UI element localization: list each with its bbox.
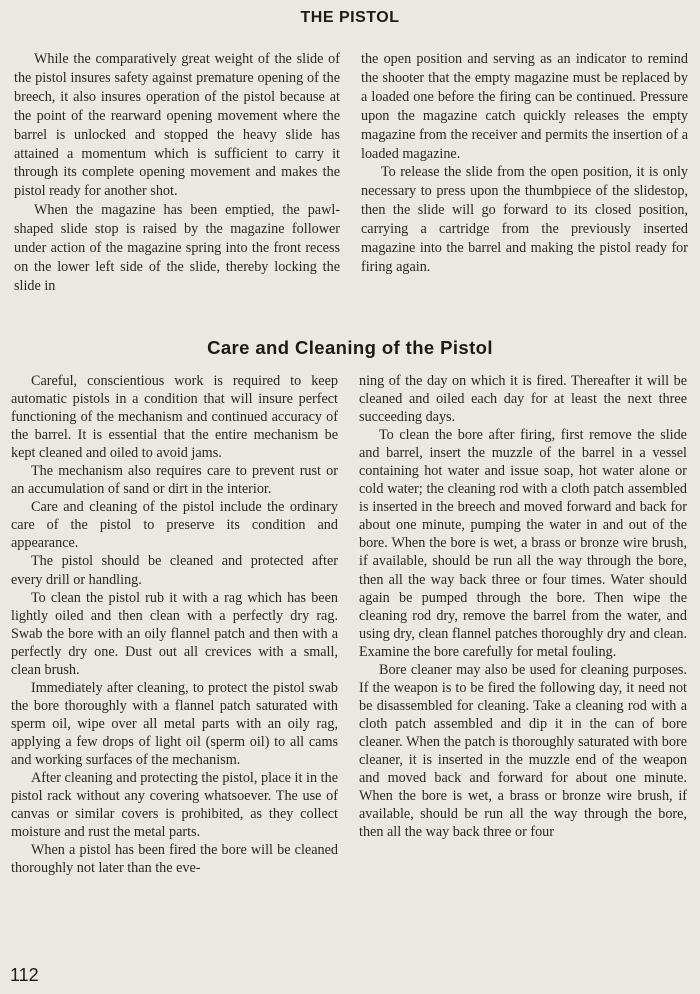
section2-left-column (11, 372, 338, 877)
section2-right-column (359, 372, 687, 841)
paragraph: The pistol should be cleaned and protected after every drill or handling. (11, 553, 338, 588)
paragraph: Care and cleaning of the pistol include the ordinary care of the pistol to preserve its condition and appearance. (11, 499, 338, 552)
paragraph: While the comparatively great weight of the slide of the pistol insures safety against premature opening of the breech, it also insures operation of the pistol because at the point of the rearward opening movement where the barrel is unlocked and stopped the heavy slide has attained a momentum which is sufficient to carry it through its complete opening movement and makes the pistol ready for another shot. (14, 51, 340, 200)
paragraph: Immediately after cleaning, to protect the pistol swab the bore thoroughly with a flannel patch saturated with sperm oil, wipe over all metal parts with an oily rag, applying a few drops of light oil (sperm oil) to all cams and working surfaces of the mechanism. (11, 679, 338, 768)
section1-left-column (14, 50, 340, 296)
running-title: THE PISTOL (300, 9, 400, 26)
paragraph: When a pistol has been fired the bore will be cleaned thoroughly not later than the eve- (11, 842, 338, 877)
section-heading: Care and Cleaning of the Pistol (207, 337, 493, 358)
paragraph: After cleaning and protecting the pistol, place it in the pistol rack without any covering whatsoever. The use of canvas or similar covers is prohibited, as they collect moisture and rust the metal parts. (11, 770, 338, 841)
paragraph: Careful, conscientious work is required to keep automatic pistols in a condition that will insure perfect functioning of the mechanism and continued accuracy of the barrel. It is essential that the entire mechanism be kept cleaned and oiled to avoid jams. (11, 373, 338, 462)
section1-right-column (361, 50, 688, 277)
paragraph: To clean the pistol rub it with a rag which has been lightly oiled and then clean with a perfectly dry rag. Swab the bore with an oily flannel patch and then with a perfectly dry one. Dust out all crevices with a small, clean brush. (11, 589, 338, 678)
paragraph: The mechanism also requires care to prevent rust or an accumulation of sand or dirt in the interior. (11, 463, 338, 498)
paragraph-continued: ning of the day on which it is fired. Thereafter it will be cleaned and oiled each day for at least the next three succeeding days. (359, 373, 687, 426)
paragraph: Bore cleaner may also be used for cleaning purposes. If the weapon is to be fired the following day, it need not be disassembled for cleaning. Take a cleaning rod with a cloth patch assembled and dip it in the can of bore cleaner. When the patch is thoroughly saturated with bore cleaner, it is inserted in the muzzle end of the weapon and moved back and forward for about one minute. When the bore is wet, a brass or bronze wire brush, if available, should be run all the way through the bore, then all the way back three or four (359, 661, 687, 841)
paragraph: When the magazine has been emptied, the pawl-shaped slide stop is raised by the magazine follower under action of the magazine spring into the front recess on the lower left side of the slide, thereby locking the slide in (14, 202, 340, 294)
paragraph: To release the slide from the open position, it is only necessary to press upon the thumbpiece of the slidestop, then the slide will go forward to its closed position, carrying a cartridge from the previously inserted magazine into the barrel and making the pistol ready for firing again. (361, 164, 688, 275)
page-number: 112 (10, 965, 39, 985)
paragraph: To clean the bore after firing, first remove the slide and barrel, insert the muzzle of the barrel in a vessel containing hot water and issue soap, hot water alone or cold water; the cleaning rod with a cloth patch assembled is inserted in the breech and moved forward and back for about one minute, pumping the water in and out of the bore. When the bore is wet, a brass or bronze wire brush, if available, should be run all the way through the bore, then all the way back three or four times. Water should again be pumped through the bore. Then wipe the cleaning rod dry, remove the barrel from the water, and using dry, clean flannel patches thoroughly dry and clean. Examine the bore carefully for metal fouling. (359, 427, 687, 660)
paragraph-continued: the open position and serving as an indicator to remind the shooter that the empty magazine must be replaced by a loaded one before the firing can be continued. Pressure upon the magazine catch quickly releases the empty magazine from the receiver and permits the insertion of a loaded magazine. (361, 51, 688, 162)
